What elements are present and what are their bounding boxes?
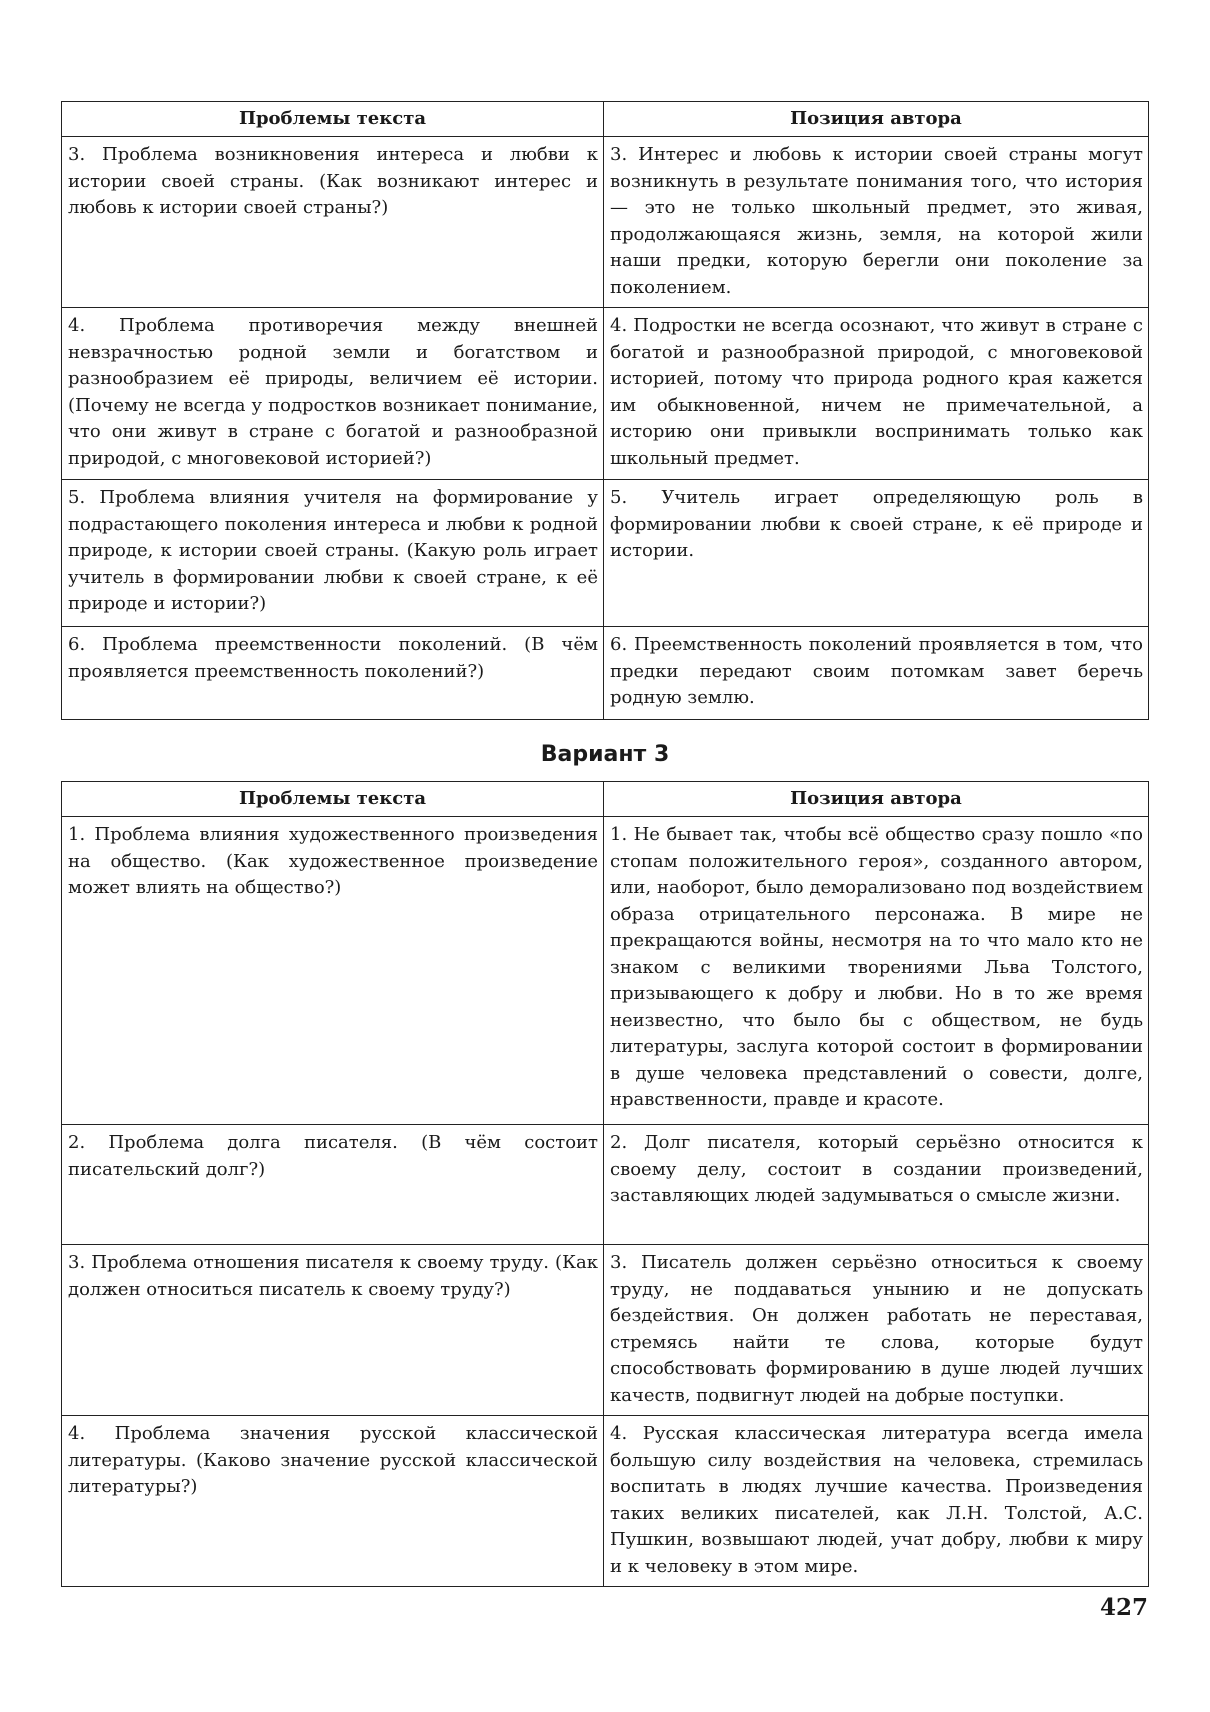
position-cell: 4. Подростки не всегда осознают, что живут в стране с богатой и разнообразной природой, с многовековой историей, потому что природа родного края кажется им обыкновенной, ничем не примечательной, а историю они привыкли воспринимать только как школьный предмет. xyxy=(604,308,1149,480)
table-row xyxy=(62,1416,1149,1587)
table-row xyxy=(62,308,1149,480)
table-row xyxy=(62,1125,1149,1245)
column-header-author-position: Позиция автора xyxy=(604,102,1149,137)
problems-table-2 xyxy=(61,781,1149,1587)
column-header-author-position: Позиция автора xyxy=(604,782,1149,817)
position-cell: 1. Не бывает так, чтобы всё общество сразу пошло «по стопам положительного героя», созданного автором, или, наоборот, было деморализовано под воздействием образа отрицательного персонажа. В мире не прекращаются войны, несмотря на то что мало кто не знаком с великими творениями Льва Толстого, призывающего к добру и любви. Но в то же время неизвестно, что было бы с обществом, не будь литературы, заслуга которой состоит в формировании в душе человека представлений о совести, долге, нравственности, правде и красоте. xyxy=(604,817,1149,1125)
table-row xyxy=(62,1245,1149,1416)
problems-table-1 xyxy=(61,101,1149,720)
table-row xyxy=(62,627,1149,720)
problem-cell: 2. Проблема долга писателя. (В чём состоит писательский долг?) xyxy=(62,1125,604,1245)
position-cell: 4. Русская классическая литература всегда имела большую силу воздействия на человека, стремилась воспитать в людях лучшие качества. Произведения таких великих писателей, как Л.Н. Толстой, А.С. Пушкин, возвышают людей, учат добру, любви к миру и к человеку в этом мире. xyxy=(604,1416,1149,1587)
position-cell: 5. Учитель играет определяющую роль в формировании любви к своей стране, к её природе и истории. xyxy=(604,480,1149,627)
problem-cell: 5. Проблема влияния учителя на формирование у подрастающего поколения интереса и любви к родной природе, к истории своей страны. (Какую роль играет учитель в формировании любви к своей стране, к её природе и истории?) xyxy=(62,480,604,627)
table-row xyxy=(62,137,1149,308)
variant-title: Вариант 3 xyxy=(540,742,670,767)
problem-cell: 6. Проблема преемственности поколений. (В чём проявляется преемственность поколений?) xyxy=(62,627,604,720)
position-cell: 3. Интерес и любовь к истории своей страны могут возникнуть в результате понимания того, что история — это не только школьный предмет, это живая, продолжающаяся жизнь, земля, на которой жили наши предки, которую берегли они поколение за поколением. xyxy=(604,137,1149,308)
problem-cell: 4. Проблема противоречия между внешней невзрачностью родной земли и богатством и разнообразием её природы, величием её истории. (Почему не всегда у подростков возникает понимание, что они живут в стране с богатой и разнообразной природой, с многовековой историей?) xyxy=(62,308,604,480)
position-cell: 6. Преемственность поколений проявляется в том, что предки передают своим потомкам завет беречь родную землю. xyxy=(604,627,1149,720)
position-cell: 3. Писатель должен серьёзно относиться к своему труду, не поддаваться унынию и не допускать бездействия. Он должен работать не переставая, стремясь найти те слова, которые будут способствовать формированию в душе людей лучших качеств, подвигнут людей на добрые поступки. xyxy=(604,1245,1149,1416)
problem-cell: 4. Проблема значения русской классической литературы. (Каково значение русской классической литературы?) xyxy=(62,1416,604,1587)
page-number: 427 xyxy=(1099,1594,1148,1621)
column-header-problems: Проблемы текста xyxy=(62,102,604,137)
problem-cell: 3. Проблема возникновения интереса и любви к истории своей страны. (Как возникают интерес и любовь к истории своей страны?) xyxy=(62,137,604,308)
position-cell: 2. Долг писателя, который серьёзно относится к своему делу, состоит в создании произведений, заставляющих людей задумываться о смысле жизни. xyxy=(604,1125,1149,1245)
table-header-row xyxy=(62,782,1149,817)
problem-cell: 3. Проблема отношения писателя к своему труду. (Как должен относиться писатель к своему труду?) xyxy=(62,1245,604,1416)
table-row xyxy=(62,817,1149,1125)
table-row xyxy=(62,480,1149,627)
column-header-problems: Проблемы текста xyxy=(62,782,604,817)
table-header-row xyxy=(62,102,1149,137)
problem-cell: 1. Проблема влияния художественного произведения на общество. (Как художественное произведение может влиять на общество?) xyxy=(62,817,604,1125)
